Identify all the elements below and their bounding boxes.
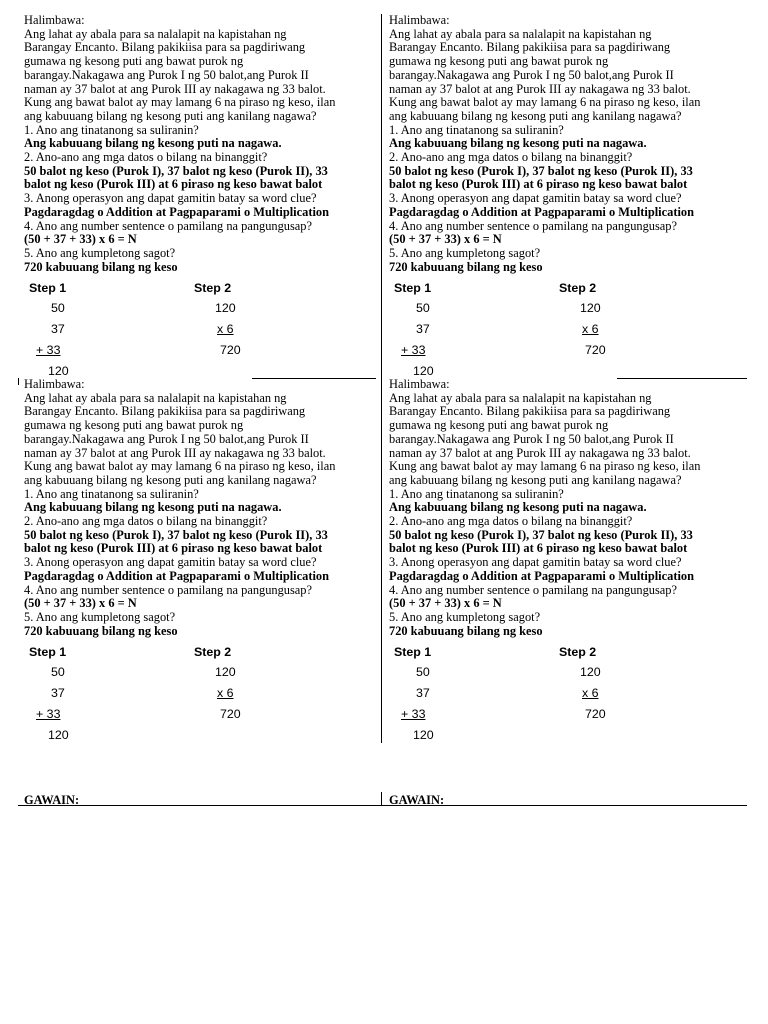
step-2-product: 720 <box>220 707 241 721</box>
step-1-sum: 120 <box>413 728 434 742</box>
solution-steps <box>389 645 619 753</box>
question-5: 5. Ano ang kumpletong sagot? <box>24 609 176 624</box>
step-1-sum: 120 <box>48 728 69 742</box>
step-2-value: 120 <box>580 665 601 679</box>
step-1-value: 37 <box>416 686 430 700</box>
answer-1: Ang kabuuang bilang ng kesong puti na nagawa. <box>24 136 282 151</box>
step-2-value: 120 <box>215 665 236 679</box>
question-4: 4. Ano ang number sentence o pamilang na pangungusap? <box>24 218 313 233</box>
solution-steps <box>389 281 619 389</box>
answer-5: 720 kabuuang bilang ng keso <box>24 259 178 274</box>
question-2: 2. Ano-ano ang mga datos o bilang na binanggit? <box>24 514 268 528</box>
answer-4: (50 + 37 + 33) x 6 = N <box>389 232 502 247</box>
step-1-value: + 33 <box>36 343 61 357</box>
problem-line: Barangay Encanto. Bilang pakikiisa para sa pagdiriwang <box>24 404 306 419</box>
step-2-label: Step 2 <box>194 645 232 659</box>
problem-line: Kung ang bawat balot ay may lamang 6 na piraso ng keso, ilan <box>389 459 701 474</box>
question-3: 3. Anong operasyon ang dapat gamitin batay sa word clue? <box>24 191 317 206</box>
problem-line: ang kabuuang bilang ng kesong puti ang kanilang nagawa? <box>24 108 317 123</box>
example-heading: Halimbawa: <box>389 13 450 27</box>
problem-line: gumawa ng kesong puti ang bawat purok ng <box>389 418 609 433</box>
solution-steps <box>24 645 254 753</box>
answer-4: (50 + 37 + 33) x 6 = N <box>389 596 502 611</box>
answer-4: (50 + 37 + 33) x 6 = N <box>24 232 137 247</box>
answer-3: Pagdaragdag o Addition at Pagpaparami o Multiplication <box>24 204 329 219</box>
step-2-product: 720 <box>220 343 241 357</box>
question-4: 4. Ano ang number sentence o pamilang na pangungusap? <box>389 582 678 597</box>
row-divider <box>617 378 747 379</box>
step-2-label: Step 2 <box>194 281 232 295</box>
problem-line: ang kabuuang bilang ng kesong puti ang kanilang nagawa? <box>24 472 317 487</box>
step-2-product: 720 <box>585 343 606 357</box>
answer-2: balot ng keso (Purok III) at 6 piraso ng keso bawat balot <box>389 177 688 192</box>
step-1-sum: 120 <box>48 364 69 378</box>
step-1-label: Step 1 <box>29 281 67 295</box>
answer-1: Ang kabuuang bilang ng kesong puti na nagawa. <box>389 500 647 515</box>
step-1-value: + 33 <box>401 343 426 357</box>
problem-line: barangay.Nakagawa ang Purok I ng 50 balot,ang Purok II <box>24 431 309 446</box>
step-2-value: 120 <box>215 301 236 315</box>
step-2-product: 720 <box>585 707 606 721</box>
answer-5: 720 kabuuang bilang ng keso <box>389 259 543 274</box>
answer-1: Ang kabuuang bilang ng kesong puti na nagawa. <box>389 136 647 151</box>
problem-line: gumawa ng kesong puti ang bawat purok ng <box>24 418 244 433</box>
step-1-label: Step 1 <box>29 645 67 659</box>
answer-2: balot ng keso (Purok III) at 6 piraso ng keso bawat balot <box>24 541 323 556</box>
gawain-label-left: GAWAIN: <box>24 793 80 807</box>
problem-line: barangay.Nakagawa ang Purok I ng 50 balot,ang Purok II <box>389 67 674 82</box>
gawain-rule <box>18 805 747 806</box>
step-1-value: 37 <box>51 322 65 336</box>
step-1-value: 50 <box>416 301 430 315</box>
problem-line: Kung ang bawat balot ay may lamang 6 na piraso ng keso, ilan <box>24 95 336 110</box>
answer-2: balot ng keso (Purok III) at 6 piraso ng keso bawat balot <box>24 177 323 192</box>
step-2-label: Step 2 <box>559 645 597 659</box>
problem-line: Barangay Encanto. Bilang pakikiisa para sa pagdiriwang <box>24 40 306 55</box>
step-2-label: Step 2 <box>559 281 597 295</box>
answer-3: Pagdaragdag o Addition at Pagpaparami o Multiplication <box>24 568 329 583</box>
question-3: 3. Anong operasyon ang dapat gamitin batay sa word clue? <box>389 191 682 206</box>
example-heading: Halimbawa: <box>24 377 85 391</box>
question-1: 1. Ano ang tinatanong sa suliranin? <box>389 486 564 501</box>
answer-1: Ang kabuuang bilang ng kesong puti na nagawa. <box>24 500 282 515</box>
question-3: 3. Anong operasyon ang dapat gamitin batay sa word clue? <box>24 555 317 570</box>
step-1-value: + 33 <box>401 707 426 721</box>
problem-line: ang kabuuang bilang ng kesong puti ang kanilang nagawa? <box>389 108 682 123</box>
step-1-value: 37 <box>51 686 65 700</box>
row-divider <box>252 378 376 379</box>
row-divider-tick <box>18 378 19 385</box>
problem-line: gumawa ng kesong puti ang bawat purok ng <box>389 54 609 69</box>
problem-line: Ang lahat ay abala para sa nalalapit na kapistahan ng <box>24 390 287 405</box>
question-1: 1. Ano ang tinatanong sa suliranin? <box>24 122 199 137</box>
step-1-sum: 120 <box>413 364 434 378</box>
problem-line: Ang lahat ay abala para sa nalalapit na kapistahan ng <box>389 26 652 41</box>
answer-4: (50 + 37 + 33) x 6 = N <box>24 596 137 611</box>
problem-line: barangay.Nakagawa ang Purok I ng 50 balot,ang Purok II <box>389 431 674 446</box>
step-1-value: 50 <box>51 301 65 315</box>
step-1-value: + 33 <box>36 707 61 721</box>
step-2-value: x 6 <box>217 686 234 700</box>
gawain-divider <box>381 792 382 806</box>
question-5: 5. Ano ang kumpletong sagot? <box>389 609 541 624</box>
solution-steps <box>24 281 254 389</box>
problem-line: Ang lahat ay abala para sa nalalapit na kapistahan ng <box>389 390 652 405</box>
step-1-value: 50 <box>51 665 65 679</box>
step-1-label: Step 1 <box>394 645 432 659</box>
question-3: 3. Anong operasyon ang dapat gamitin batay sa word clue? <box>389 555 682 570</box>
step-1-value: 37 <box>416 322 430 336</box>
answer-5: 720 kabuuang bilang ng keso <box>389 623 543 638</box>
question-5: 5. Ano ang kumpletong sagot? <box>389 245 541 260</box>
problem-line: gumawa ng kesong puti ang bawat purok ng <box>24 54 244 69</box>
step-1-label: Step 1 <box>394 281 432 295</box>
problem-line: naman ay 37 balot at ang Purok III ay nakagawa ng 33 balot. <box>389 445 691 460</box>
answer-2: 50 balot ng keso (Purok I), 37 balot ng keso (Purok II), 33 <box>24 163 328 178</box>
question-1: 1. Ano ang tinatanong sa suliranin? <box>389 122 564 137</box>
problem-line: naman ay 37 balot at ang Purok III ay nakagawa ng 33 balot. <box>389 81 691 96</box>
example-heading: Halimbawa: <box>24 13 85 27</box>
answer-3: Pagdaragdag o Addition at Pagpaparami o Multiplication <box>389 204 694 219</box>
question-5: 5. Ano ang kumpletong sagot? <box>24 245 176 260</box>
problem-line: Barangay Encanto. Bilang pakikiisa para sa pagdiriwang <box>389 404 671 419</box>
question-2: 2. Ano-ano ang mga datos o bilang na binanggit? <box>389 150 633 164</box>
problem-line: ang kabuuang bilang ng kesong puti ang kanilang nagawa? <box>389 472 682 487</box>
problem-line: Ang lahat ay abala para sa nalalapit na kapistahan ng <box>24 26 287 41</box>
problem-line: barangay.Nakagawa ang Purok I ng 50 balot,ang Purok II <box>24 67 309 82</box>
answer-2: 50 balot ng keso (Purok I), 37 balot ng keso (Purok II), 33 <box>389 527 693 542</box>
question-4: 4. Ano ang number sentence o pamilang na pangungusap? <box>389 218 678 233</box>
answer-5: 720 kabuuang bilang ng keso <box>24 623 178 638</box>
problem-line: Kung ang bawat balot ay may lamang 6 na piraso ng keso, ilan <box>389 95 701 110</box>
column-divider <box>381 14 382 743</box>
question-4: 4. Ano ang number sentence o pamilang na pangungusap? <box>24 582 313 597</box>
step-2-value: 120 <box>580 301 601 315</box>
answer-2: 50 balot ng keso (Purok I), 37 balot ng keso (Purok II), 33 <box>389 163 693 178</box>
example-heading: Halimbawa: <box>389 377 450 391</box>
question-1: 1. Ano ang tinatanong sa suliranin? <box>24 486 199 501</box>
step-2-value: x 6 <box>217 322 234 336</box>
step-2-value: x 6 <box>582 686 599 700</box>
answer-2: 50 balot ng keso (Purok I), 37 balot ng keso (Purok II), 33 <box>24 527 328 542</box>
problem-line: Barangay Encanto. Bilang pakikiisa para sa pagdiriwang <box>389 40 671 55</box>
answer-2: balot ng keso (Purok III) at 6 piraso ng keso bawat balot <box>389 541 688 556</box>
problem-line: naman ay 37 balot at ang Purok III ay nakagawa ng 33 balot. <box>24 445 326 460</box>
step-1-value: 50 <box>416 665 430 679</box>
problem-line: naman ay 37 balot at ang Purok III ay nakagawa ng 33 balot. <box>24 81 326 96</box>
gawain-label-right: GAWAIN: <box>389 793 445 807</box>
question-2: 2. Ano-ano ang mga datos o bilang na binanggit? <box>389 514 633 528</box>
step-2-value: x 6 <box>582 322 599 336</box>
question-2: 2. Ano-ano ang mga datos o bilang na binanggit? <box>24 150 268 164</box>
problem-line: Kung ang bawat balot ay may lamang 6 na piraso ng keso, ilan <box>24 459 336 474</box>
answer-3: Pagdaragdag o Addition at Pagpaparami o Multiplication <box>389 568 694 583</box>
